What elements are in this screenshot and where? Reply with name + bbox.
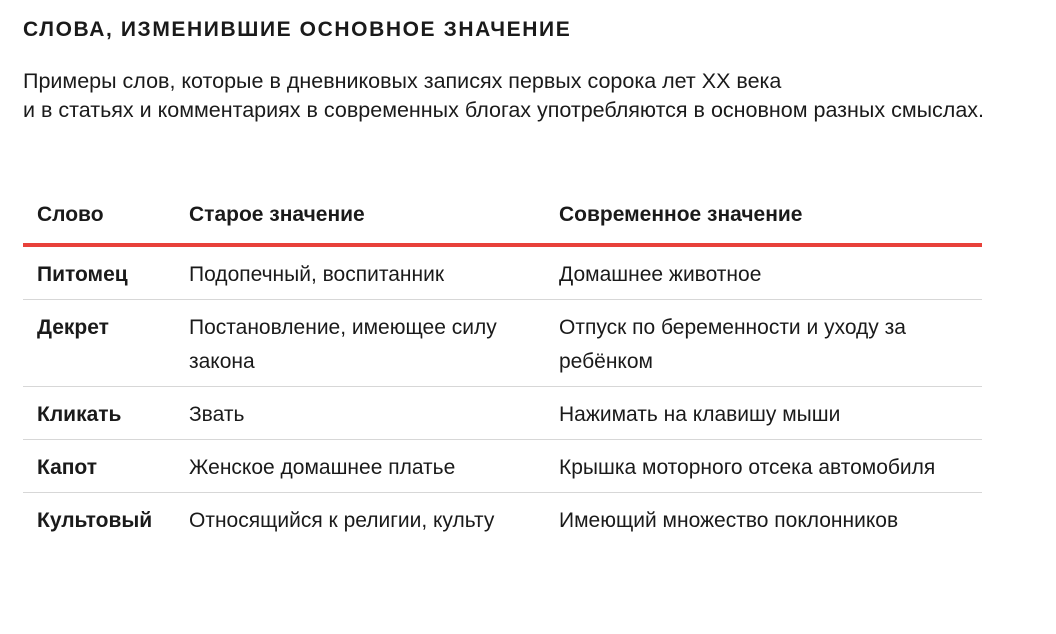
subtitle-line: Примеры слов, которые в дневниковых записях первых сорока лет XX века <box>23 69 782 93</box>
column-header-word: Слово <box>23 190 175 245</box>
cell-word: Декрет <box>23 300 175 387</box>
cell-new-meaning: Имеющий множество поклонников <box>559 509 899 532</box>
cell-old-meaning: Подопечный, воспитанник <box>175 245 545 300</box>
table-row <box>23 493 982 546</box>
cell-old-meaning: Постановление, имеющее силу закона <box>175 300 545 387</box>
cell-old-meaning: Относящийся к религии, культу <box>189 509 495 532</box>
cell-word: Капот <box>23 440 175 493</box>
meanings-table <box>23 190 982 545</box>
subtitle <box>23 67 988 125</box>
table-row <box>23 300 982 387</box>
subtitle-line: и в статьях и комментариях в современных блогах употребляются в основном разных смыслах. <box>23 98 985 122</box>
cell-new-meaning: Отпуск по беременности и уходу за ребёнком <box>545 300 982 387</box>
cell-new-meaning: Нажимать на клавишу мыши <box>545 387 982 440</box>
column-header-new-meaning: Современное значение <box>545 190 982 245</box>
cell-word: Кликать <box>23 387 175 440</box>
page-title: СЛОВА, ИЗМЕНИВШИЕ ОСНОВНОЕ ЗНАЧЕНИЕ <box>23 18 572 41</box>
infographic <box>23 0 985 532</box>
cell-new-meaning: Крышка моторного отсека автомобиля <box>545 440 982 493</box>
table-row <box>23 245 982 300</box>
cell-old-meaning: Женское домашнее платье <box>175 440 545 493</box>
table-row <box>23 387 982 440</box>
table-header-row <box>23 190 982 245</box>
cell-word: Культовый <box>37 509 153 532</box>
column-header-old-meaning: Старое значение <box>175 190 545 245</box>
cell-new-meaning: Домашнее животное <box>545 245 982 300</box>
cell-old-meaning: Звать <box>175 387 545 440</box>
cell-word: Питомец <box>23 245 175 300</box>
table-row <box>23 440 982 493</box>
